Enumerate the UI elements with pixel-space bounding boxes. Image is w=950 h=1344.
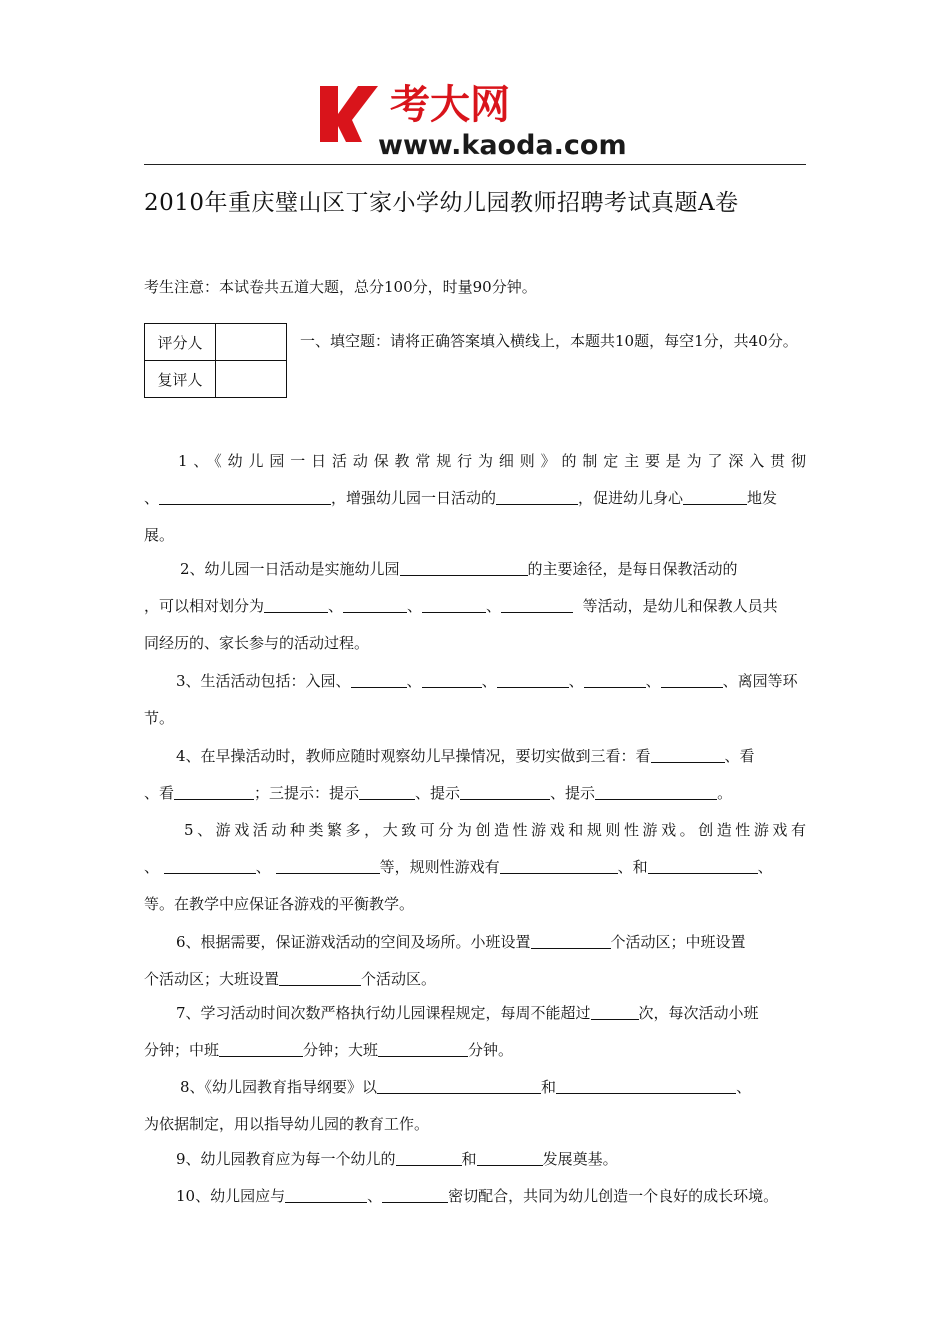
q2-line-2: ，可以相对划分为 、 、 、 等活动，是幼儿和保教人员共 (144, 597, 778, 615)
blank[interactable] (460, 782, 550, 800)
blank[interactable] (351, 670, 407, 688)
q10-line-1: 10、幼儿园应与 、 密切配合，共同为幼儿创造一个良好的成长环境。 (176, 1187, 779, 1205)
question-9 (144, 1141, 806, 1178)
blank[interactable] (496, 487, 578, 505)
blank[interactable] (343, 595, 407, 613)
question-7 (144, 995, 806, 1069)
q1-line-3: 展。 (144, 526, 175, 544)
q2-line-1: 2、幼儿园一日活动是实施幼儿园 的主要途径，是每日保教活动的 (180, 560, 738, 578)
q4-line-1: 4、在早操活动时，教师应随时观察幼儿早操情况，要切实做到三看：看 、看 (176, 747, 755, 765)
blank[interactable] (276, 856, 380, 874)
blank[interactable] (500, 856, 618, 874)
blank[interactable] (382, 1185, 448, 1203)
q5-line-2: 、 、 等，规则性游戏有 、和 、 (144, 858, 773, 876)
section-1-heading: 一、填空题：请将正确答案填入横线上，本题共10题，每空1分，共40分。 (300, 332, 798, 350)
q8-line-1: 8、《幼儿园教育指导纲要》以 和 、 (180, 1078, 752, 1096)
q5-line-3: 等。在教学中应保证各游戏的平衡教学。 (144, 895, 415, 913)
q2-line-3: 同经历的、家长参与的活动过程。 (144, 634, 370, 652)
blank[interactable] (285, 1185, 367, 1203)
question-8 (144, 1069, 806, 1143)
question-4 (144, 738, 806, 812)
blank[interactable] (422, 595, 486, 613)
q3-line-1: 3、生活活动包括：入园、 、 、 、 、 、离园等环 (176, 672, 798, 690)
q7-line-1: 7、学习活动时间次数严格执行幼儿园课程规定，每周不能超过 次，每次活动小班 (176, 1004, 759, 1022)
blank[interactable] (497, 670, 569, 688)
blank[interactable] (422, 670, 482, 688)
kaoda-logo (318, 80, 648, 160)
blank[interactable] (683, 487, 747, 505)
blank[interactable] (400, 558, 528, 576)
blank[interactable] (584, 670, 646, 688)
logo-url-text: www.kaoda.com (378, 130, 627, 160)
q4-line-2: 、看 ；三提示：提示 、提示 、提示 。 (144, 784, 733, 802)
blank[interactable] (164, 856, 256, 874)
blank[interactable] (477, 1148, 543, 1166)
q7-line-2: 分钟；中班 分钟；大班 分钟。 (144, 1041, 514, 1059)
logo-cn-text: 考大网 (390, 82, 510, 128)
q1-line-1: 1、《幼儿园一日活动保教常规行为细则》的制定主要是为了深入贯彻 (178, 452, 806, 470)
question-10 (144, 1178, 806, 1215)
q8-line-2: 为依据制定，用以指导幼儿园的教育工作。 (144, 1115, 430, 1133)
q9-line-1: 9、幼儿园教育应为每一个幼儿的 和 发展奠基。 (176, 1150, 618, 1168)
q3-line-2: 节。 (144, 709, 175, 727)
blank[interactable] (279, 968, 361, 986)
blank[interactable] (264, 595, 328, 613)
question-3 (144, 663, 806, 737)
blank[interactable] (377, 1076, 541, 1094)
blank[interactable] (159, 487, 331, 505)
blank[interactable] (556, 1076, 736, 1094)
scorer-value (216, 324, 287, 361)
q6-line-1: 6、根据需要，保证游戏活动的空间及场所。小班设置 个活动区；中班设置 (176, 933, 746, 951)
question-1 (144, 443, 806, 554)
kaoda-logo-graphic (318, 80, 648, 160)
blank[interactable] (501, 595, 573, 613)
question-6 (144, 924, 806, 998)
blank[interactable] (396, 1148, 462, 1166)
header-rule (144, 164, 806, 165)
blank[interactable] (359, 782, 415, 800)
blank[interactable] (595, 782, 717, 800)
blank[interactable] (174, 782, 254, 800)
blank[interactable] (591, 1002, 639, 1020)
scorer-label: 评分人 (145, 324, 216, 361)
question-2 (144, 551, 806, 662)
question-5 (144, 812, 806, 923)
blank[interactable] (378, 1039, 468, 1057)
blank[interactable] (651, 745, 725, 763)
q5-line-1: 5、游戏活动种类繁多，大致可分为创造性游戏和规则性游戏。创造性游戏有 (184, 821, 806, 839)
page-title: 2010年重庆璧山区丁家小学幼儿园教师招聘考试真题A卷 (144, 190, 739, 216)
q6-line-2: 个活动区；大班设置 个活动区。 (144, 970, 437, 988)
q1-line-2: 、 ，增强幼儿园一日活动的 ，促进幼儿身心 地发 (144, 489, 778, 507)
blank[interactable] (531, 931, 611, 949)
blank[interactable] (661, 670, 723, 688)
exam-notice: 考生注意：本试卷共五道大题，总分100分，时量90分钟。 (144, 278, 537, 296)
score-table (144, 323, 287, 398)
reviewer-label: 复评人 (145, 361, 216, 398)
blank[interactable] (219, 1039, 303, 1057)
blank[interactable] (648, 856, 758, 874)
reviewer-value (216, 361, 287, 398)
